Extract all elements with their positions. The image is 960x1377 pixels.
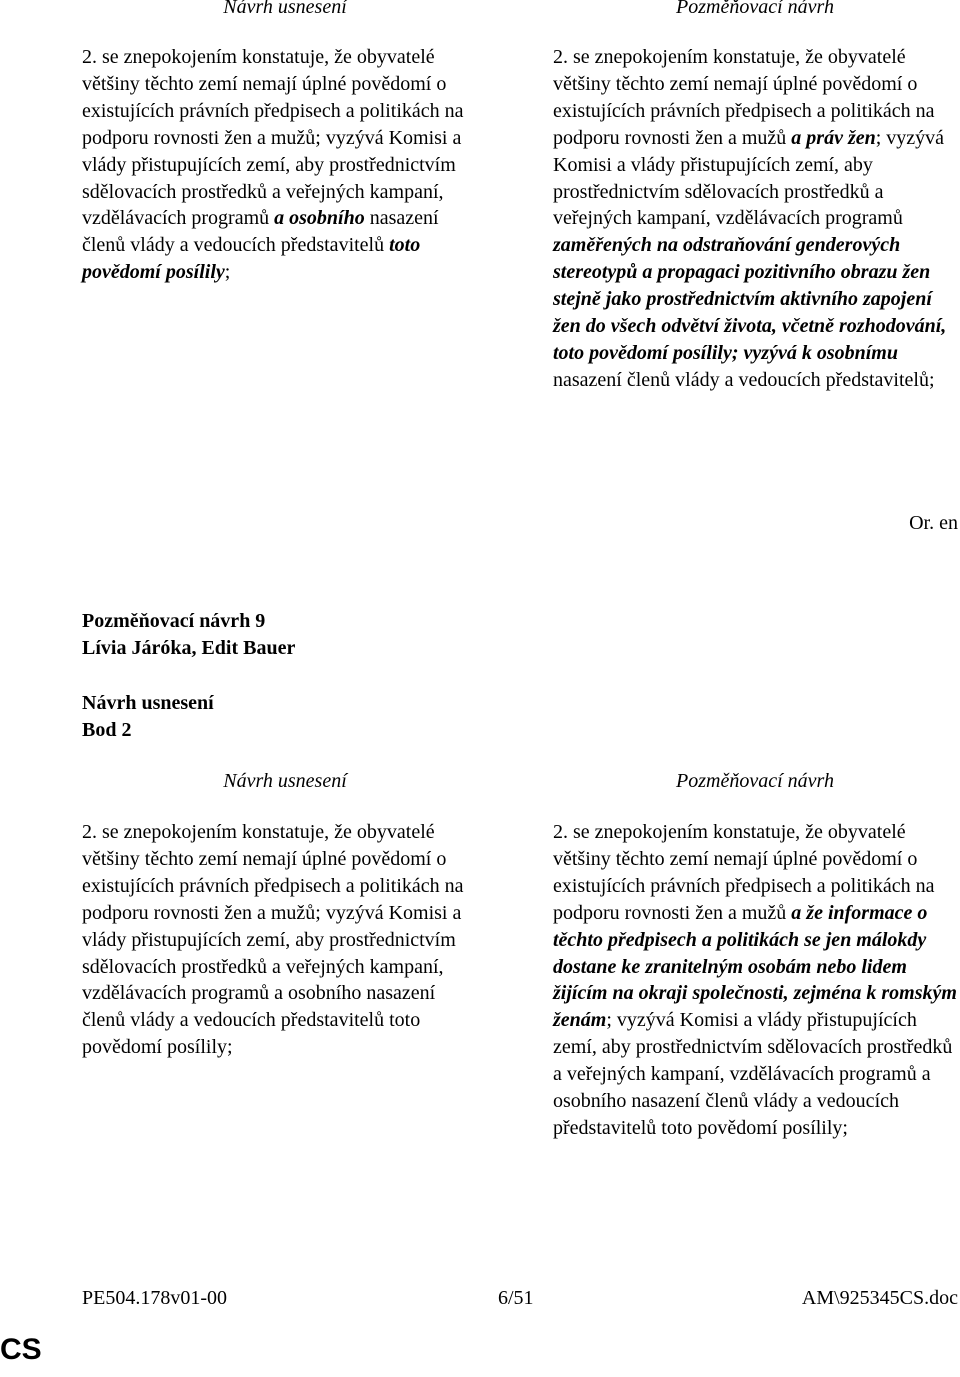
text-segment: 2. se znepokojením konstatuje, že obyvatelé většiny těchto zemí nemají úplné povědomí o existujících právních předpisech a politikách na podporu rovnosti žen a mužů; vyzývá Komisi a vlády přistupujících zemí, aby prostřednictvím sdělovacích prostředků a veřejných kampaní, vzdělávacích programů [82, 46, 464, 230]
changed-text-segment: toto povědomí posílily [82, 234, 421, 284]
amendment-title: Pozměňovací návrh 9 [82, 610, 266, 632]
column-header-left: Návrh usnesení [223, 0, 347, 18]
text-segment: nasazení členů vlády a vedoucích představitelů; [553, 368, 935, 391]
text-segment: ; vyzývá Komisi a vlády přistupujících zemí, aby prostřednictvím sdělovacích prostředků a veřejných kampaní, vzdělávacích programů a osobního nasazení členů vlády a vedoucích představitelů toto povědomí posílily; [553, 1009, 953, 1139]
text-segment: 2. se znepokojením konstatuje, že obyvatelé většiny těchto zemí nemají úplné povědomí o existujících právních předpisech a politikách na podporu rovnosti žen a mužů [553, 46, 935, 149]
text-segment: 2. se znepokojením konstatuje, že obyvatelé většiny těchto zemí nemají úplné povědomí o existujících právních předpisech a politikách na podporu rovnosti žen a mužů [553, 821, 935, 924]
text-segment: 2. se znepokojením konstatuje, že obyvatelé většiny těchto zemí nemají úplné povědomí o existujících právních předpisech a politikách na podporu rovnosti žen a mužů; vyzývá Komisi a vlády přistupujících zemí, aby prostřednictvím sdělovacích prostředků a veřejných kampaní, vzdělávacích programů a osobního nasazení členů vlády a vedoucích představitelů toto povědomí posílily; [82, 821, 464, 1059]
text-segment: ; [224, 261, 231, 284]
changed-text-segment: a osobního [274, 207, 365, 230]
amendment-authors: Lívia Járóka, Edit Bauer [82, 637, 296, 659]
text-segment: nasazení členů vlády a vedoucích představitelů [82, 207, 439, 257]
amendment-point: Bod 2 [82, 719, 132, 741]
column-header-left-2: Návrh usnesení [223, 770, 347, 792]
footer-language-code: CS [0, 1333, 42, 1366]
text-segment: ; vyzývá Komisi a vlády přistupujících zemí, aby prostřednictvím sdělovacích prostředků a veřejných kampaní, vzdělávacích programů [553, 126, 945, 230]
original-text-1 [82, 44, 482, 286]
original-text-2 [82, 819, 482, 1061]
amendment-doc-type: Návrh usnesení [82, 692, 214, 714]
footer-file-name: AM\925345CS.doc [801, 1287, 958, 1309]
column-header-right: Pozměňovací návrh [676, 0, 834, 18]
footer-page-number: 6/51 [498, 1287, 534, 1309]
original-language: Or. en [909, 512, 958, 534]
changed-text-segment: a práv žen [791, 126, 876, 149]
column-header-right-2: Pozměňovací návrh [676, 770, 834, 792]
changed-text-segment: a že informace o těchto předpisech a politikách se jen málokdy dostane ke zranitelným osobám nebo lidem žijícím na okraji společnosti, zejména k romským ženám [553, 901, 957, 1032]
amended-text-1 [553, 44, 958, 394]
changed-text-segment: zaměřených na odstraňování genderových stereotypů a propagaci pozitivního obrazu žen stejně jako prostřednictvím aktivního zapojení žen do všech odvětví života, včetně rozhodování, toto povědomí posílily; vyzývá k osobnímu [553, 234, 947, 364]
amended-text-2 [553, 819, 958, 1142]
footer-doc-ref: PE504.178v01-00 [82, 1287, 227, 1309]
